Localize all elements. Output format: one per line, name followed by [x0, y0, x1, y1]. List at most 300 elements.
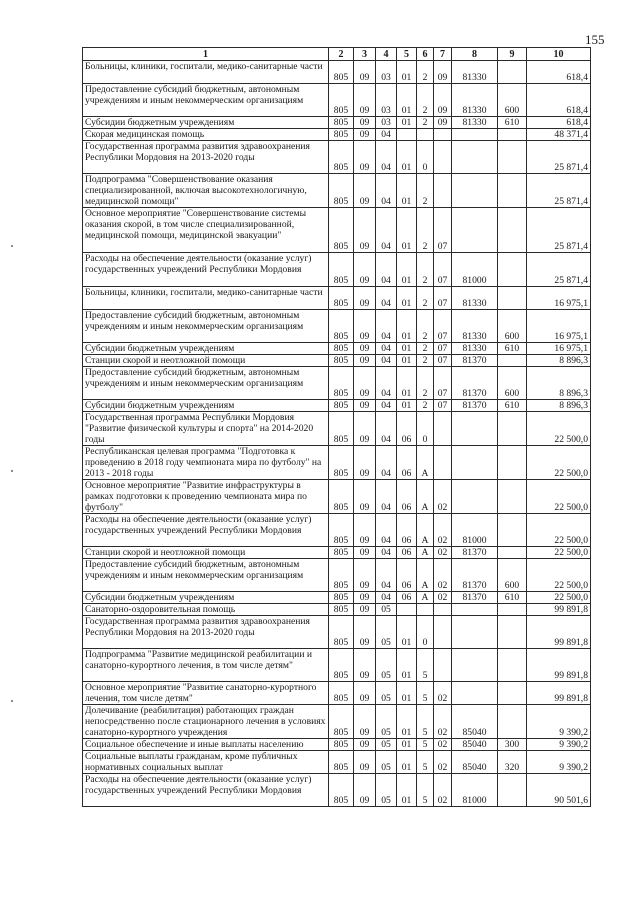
row-name-cell: Социальное обеспечение и иные выплаты населению [83, 739, 329, 751]
code-cell: 85040 [452, 739, 498, 751]
amount-cell: 48 371,4 [527, 129, 591, 141]
code-cell: 81370 [452, 355, 498, 367]
code-cell: 805 [329, 287, 354, 310]
code-cell [434, 616, 452, 649]
code-cell: 2 [417, 174, 434, 208]
code-cell: 805 [329, 253, 354, 287]
amount-cell: 16 975,1 [527, 343, 591, 355]
code-cell: 2 [417, 117, 434, 129]
code-cell: 81000 [452, 774, 498, 807]
code-cell: 02 [434, 480, 452, 514]
code-cell: 85040 [452, 751, 498, 774]
code-cell: 09 [354, 604, 376, 616]
code-cell: 04 [376, 480, 397, 514]
code-cell [498, 174, 527, 208]
code-cell: 81330 [452, 84, 498, 117]
code-cell: 01 [397, 174, 417, 208]
code-cell [498, 61, 527, 84]
code-cell [498, 208, 527, 253]
row-name-cell: Республиканская целевая программа "Подготовка к проведению в 2018 году чемпионата мира по футболу" на 2013 - 2018 годы [83, 446, 329, 480]
code-cell: 2 [417, 343, 434, 355]
code-cell: 02 [434, 682, 452, 705]
code-cell: 805 [329, 355, 354, 367]
table-row [83, 682, 591, 705]
code-cell: 81000 [452, 514, 498, 547]
code-cell: 0 [417, 141, 434, 174]
code-cell [452, 208, 498, 253]
code-cell: 805 [329, 682, 354, 705]
code-cell: 07 [434, 355, 452, 367]
amount-cell: 99 891,8 [527, 682, 591, 705]
amount-cell: 99 891,8 [527, 649, 591, 682]
code-cell: 03 [376, 84, 397, 117]
code-cell: 09 [354, 117, 376, 129]
code-cell: 805 [329, 649, 354, 682]
table-row [83, 61, 591, 84]
code-cell: 04 [376, 400, 397, 412]
code-cell: 09 [354, 208, 376, 253]
code-cell: 09 [354, 253, 376, 287]
code-cell: 04 [376, 208, 397, 253]
code-cell [452, 141, 498, 174]
code-cell: 09 [354, 174, 376, 208]
code-cell: А [417, 514, 434, 547]
code-cell: 805 [329, 739, 354, 751]
code-cell: 05 [376, 751, 397, 774]
code-cell: 81370 [452, 367, 498, 400]
code-cell: 81330 [452, 117, 498, 129]
code-cell: 805 [329, 117, 354, 129]
binding-dot [11, 700, 13, 702]
row-name-cell: Государственная программа Республики Мордовия "Развитие физической культуры и спорта" на 2014-2020 годы [83, 412, 329, 446]
amount-cell: 25 871,4 [527, 253, 591, 287]
code-cell: 01 [397, 682, 417, 705]
code-cell [434, 129, 452, 141]
code-cell: 05 [376, 604, 397, 616]
code-cell: 805 [329, 174, 354, 208]
code-cell: 04 [376, 355, 397, 367]
code-cell [452, 649, 498, 682]
table-row [83, 751, 591, 774]
code-cell: 04 [376, 129, 397, 141]
table-row [83, 129, 591, 141]
row-name-cell: Долечивание (реабилитация) работающих граждан непосредственно после стационарного лечения в условиях санаторно-курортного учреждения [83, 705, 329, 739]
code-cell: 09 [354, 649, 376, 682]
code-cell: 09 [354, 343, 376, 355]
code-cell: А [417, 480, 434, 514]
amount-cell: 618,4 [527, 61, 591, 84]
code-cell: 01 [397, 84, 417, 117]
row-name-cell: Предоставление субсидий бюджетным, автономным учреждениям и иным некоммерческим организациям [83, 310, 329, 343]
code-cell: 5 [417, 649, 434, 682]
code-cell: 09 [354, 129, 376, 141]
row-name-cell: Подпрограмма "Совершенствование оказания специализированной, включая высокотехнологичную, медицинской помощи" [83, 174, 329, 208]
code-cell: 01 [397, 400, 417, 412]
code-cell [452, 174, 498, 208]
code-cell: 01 [397, 705, 417, 739]
code-cell: 2 [417, 61, 434, 84]
code-cell: 5 [417, 739, 434, 751]
code-cell [498, 774, 527, 807]
code-cell: А [417, 592, 434, 604]
table-row [83, 287, 591, 310]
code-cell: 805 [329, 446, 354, 480]
code-cell: 09 [354, 355, 376, 367]
column-header: 10 [527, 48, 591, 61]
code-cell [498, 412, 527, 446]
code-cell [452, 616, 498, 649]
code-cell: 09 [434, 61, 452, 84]
column-header: 8 [452, 48, 498, 61]
code-cell: 600 [498, 310, 527, 343]
column-header: 4 [376, 48, 397, 61]
code-cell [498, 682, 527, 705]
row-name-cell: Государственная программа развития здравоохранения Республики Мордовия на 2013-2020 годы [83, 616, 329, 649]
code-cell: 0 [417, 616, 434, 649]
amount-cell: 90 501,6 [527, 774, 591, 807]
code-cell: А [417, 547, 434, 559]
code-cell: 06 [397, 547, 417, 559]
code-cell: 09 [354, 592, 376, 604]
code-cell: 805 [329, 616, 354, 649]
code-cell: 05 [376, 649, 397, 682]
code-cell: 02 [434, 592, 452, 604]
code-cell: 05 [376, 616, 397, 649]
table-row [83, 739, 591, 751]
row-name-cell: Предоставление субсидий бюджетным, автономным учреждениям и иным некоммерческим организациям [83, 559, 329, 592]
table-row [83, 412, 591, 446]
code-cell [417, 129, 434, 141]
code-cell: 805 [329, 559, 354, 592]
code-cell: 2 [417, 367, 434, 400]
code-cell: 09 [354, 774, 376, 807]
amount-cell: 9 390,2 [527, 705, 591, 739]
table-row [83, 559, 591, 592]
code-cell: 09 [434, 117, 452, 129]
code-cell: 01 [397, 253, 417, 287]
code-cell [452, 682, 498, 705]
table-row [83, 649, 591, 682]
code-cell: 81370 [452, 559, 498, 592]
code-cell: 81330 [452, 343, 498, 355]
code-cell: 610 [498, 592, 527, 604]
code-cell: 805 [329, 84, 354, 117]
row-name-cell: Субсидии бюджетным учреждениям [83, 343, 329, 355]
code-cell [498, 547, 527, 559]
code-cell: 805 [329, 604, 354, 616]
row-name-cell: Станции скорой и неотложной помощи [83, 355, 329, 367]
code-cell [434, 174, 452, 208]
amount-cell: 22 500,0 [527, 547, 591, 559]
code-cell [434, 649, 452, 682]
code-cell: 81330 [452, 287, 498, 310]
code-cell [434, 412, 452, 446]
code-cell: 09 [354, 412, 376, 446]
column-header: 7 [434, 48, 452, 61]
code-cell: 01 [397, 141, 417, 174]
code-cell: 04 [376, 174, 397, 208]
code-cell [498, 604, 527, 616]
table-row [83, 774, 591, 807]
table-row [83, 446, 591, 480]
code-cell: 04 [376, 559, 397, 592]
code-cell: 03 [376, 61, 397, 84]
code-cell: 805 [329, 141, 354, 174]
code-cell: 09 [354, 367, 376, 400]
code-cell: 805 [329, 61, 354, 84]
code-cell: 2 [417, 355, 434, 367]
code-cell: 01 [397, 774, 417, 807]
code-cell: 09 [354, 547, 376, 559]
table-row [83, 514, 591, 547]
row-name-cell: Субсидии бюджетным учреждениям [83, 400, 329, 412]
code-cell: 01 [397, 343, 417, 355]
code-cell: 805 [329, 751, 354, 774]
code-cell: 04 [376, 141, 397, 174]
code-cell: 04 [376, 367, 397, 400]
code-cell: 805 [329, 592, 354, 604]
amount-cell: 16 975,1 [527, 287, 591, 310]
code-cell: 805 [329, 208, 354, 253]
table-row [83, 547, 591, 559]
row-name-cell: Подпрограмма "Развитие медицинской реабилитации и санаторно-курортного лечения, в том числе детям" [83, 649, 329, 682]
code-cell: 07 [434, 367, 452, 400]
code-cell: 04 [376, 547, 397, 559]
code-cell: 09 [354, 559, 376, 592]
amount-cell: 99 891,8 [527, 604, 591, 616]
code-cell: 0 [417, 412, 434, 446]
amount-cell: 25 871,4 [527, 208, 591, 253]
amount-cell: 22 500,0 [527, 412, 591, 446]
code-cell: 06 [397, 480, 417, 514]
code-cell: 05 [376, 739, 397, 751]
code-cell: 09 [354, 141, 376, 174]
row-name-cell: Субсидии бюджетным учреждениям [83, 117, 329, 129]
code-cell: 06 [397, 592, 417, 604]
amount-cell: 22 500,0 [527, 559, 591, 592]
code-cell [498, 705, 527, 739]
code-cell [498, 355, 527, 367]
code-cell: 805 [329, 310, 354, 343]
code-cell: 2 [417, 400, 434, 412]
table-row [83, 208, 591, 253]
code-cell: 09 [354, 287, 376, 310]
row-name-cell: Станции скорой и неотложной помощи [83, 547, 329, 559]
code-cell [434, 604, 452, 616]
row-name-cell: Государственная программа развития здравоохранения Республики Мордовия на 2013-2020 годы [83, 141, 329, 174]
amount-cell: 9 390,2 [527, 739, 591, 751]
row-name-cell: Скорая медицинская помощь [83, 129, 329, 141]
amount-cell: 25 871,4 [527, 141, 591, 174]
amount-cell: 22 500,0 [527, 446, 591, 480]
table-row [83, 355, 591, 367]
table-row [83, 343, 591, 355]
code-cell [498, 141, 527, 174]
code-cell [434, 141, 452, 174]
code-cell: 805 [329, 343, 354, 355]
table-row [83, 616, 591, 649]
table-row [83, 604, 591, 616]
code-cell [498, 287, 527, 310]
amount-cell: 25 871,4 [527, 174, 591, 208]
code-cell: А [417, 446, 434, 480]
column-header: 9 [498, 48, 527, 61]
code-cell: 01 [397, 739, 417, 751]
code-cell: 09 [354, 514, 376, 547]
code-cell: 09 [354, 705, 376, 739]
code-cell [498, 649, 527, 682]
code-cell [498, 514, 527, 547]
code-cell: 805 [329, 367, 354, 400]
code-cell: 07 [434, 400, 452, 412]
column-header: 2 [329, 48, 354, 61]
code-cell: 09 [354, 616, 376, 649]
code-cell: 09 [354, 682, 376, 705]
code-cell: 07 [434, 253, 452, 287]
row-name-cell: Больницы, клиники, госпитали, медико-санитарные части [83, 61, 329, 84]
row-name-cell: Основное мероприятие "Совершенствование системы оказания скорой, в том числе специализированной, медицинской помощи, медицинской эвакуации" [83, 208, 329, 253]
row-name-cell: Субсидии бюджетным учреждениям [83, 592, 329, 604]
code-cell: 01 [397, 287, 417, 310]
amount-cell: 22 500,0 [527, 592, 591, 604]
code-cell: 2 [417, 208, 434, 253]
row-name-cell: Основное мероприятие "Развитие инфраструктуры в рамках подготовки к проведению чемпионата мира по футболу" [83, 480, 329, 514]
code-cell: 81330 [452, 310, 498, 343]
column-header: 3 [354, 48, 376, 61]
code-cell: 04 [376, 253, 397, 287]
table-row [83, 592, 591, 604]
table-row [83, 117, 591, 129]
code-cell [452, 412, 498, 446]
code-cell [417, 604, 434, 616]
row-name-cell: Предоставление субсидий бюджетным, автономным учреждениям и иным некоммерческим организациям [83, 367, 329, 400]
amount-cell: 8 896,3 [527, 400, 591, 412]
table-row [83, 253, 591, 287]
row-name-cell: Санаторно-оздоровительная помощь [83, 604, 329, 616]
column-header: 6 [417, 48, 434, 61]
code-cell: 01 [397, 355, 417, 367]
code-cell: 01 [397, 616, 417, 649]
amount-cell: 16 975,1 [527, 310, 591, 343]
code-cell: 81000 [452, 253, 498, 287]
code-cell: 09 [354, 480, 376, 514]
row-name-cell: Расходы на обеспечение деятельности (оказание услуг) государственных учреждений Республики Мордовия [83, 774, 329, 807]
code-cell: 01 [397, 649, 417, 682]
table-row [83, 367, 591, 400]
table-row [83, 141, 591, 174]
budget-table [82, 47, 591, 807]
code-cell [434, 446, 452, 480]
code-cell: 06 [397, 446, 417, 480]
code-cell: 07 [434, 310, 452, 343]
code-cell: 09 [354, 61, 376, 84]
code-cell: 610 [498, 400, 527, 412]
code-cell: 04 [376, 287, 397, 310]
table-row [83, 400, 591, 412]
code-cell: 2 [417, 310, 434, 343]
binding-dot [11, 245, 13, 247]
code-cell: 5 [417, 774, 434, 807]
code-cell: 85040 [452, 705, 498, 739]
code-cell [498, 616, 527, 649]
code-cell [452, 129, 498, 141]
code-cell: 04 [376, 412, 397, 446]
code-cell: 09 [354, 400, 376, 412]
row-name-cell: Больницы, клиники, госпитали, медико-санитарные части [83, 287, 329, 310]
code-cell: 01 [397, 751, 417, 774]
code-cell: 805 [329, 400, 354, 412]
amount-cell: 618,4 [527, 117, 591, 129]
table-row [83, 480, 591, 514]
code-cell: 06 [397, 559, 417, 592]
amount-cell: 618,4 [527, 84, 591, 117]
code-cell [498, 480, 527, 514]
code-cell: 01 [397, 208, 417, 253]
code-cell [397, 604, 417, 616]
code-cell: 04 [376, 343, 397, 355]
code-cell: 5 [417, 705, 434, 739]
code-cell: 2 [417, 84, 434, 117]
code-cell: 06 [397, 412, 417, 446]
row-name-cell: Основное мероприятие "Развитие санаторно-курортного лечения, том числе детям" [83, 682, 329, 705]
code-cell: 805 [329, 514, 354, 547]
code-cell [452, 480, 498, 514]
code-cell: 04 [376, 592, 397, 604]
column-header: 1 [83, 48, 329, 61]
amount-cell: 9 390,2 [527, 751, 591, 774]
code-cell: 09 [354, 310, 376, 343]
binding-dot [11, 470, 13, 472]
code-cell: 600 [498, 367, 527, 400]
amount-cell: 8 896,3 [527, 355, 591, 367]
code-cell: 05 [376, 705, 397, 739]
code-cell: 805 [329, 705, 354, 739]
code-cell: 05 [376, 682, 397, 705]
code-cell: 81370 [452, 592, 498, 604]
code-cell: 04 [376, 514, 397, 547]
row-name-cell: Расходы на обеспечение деятельности (оказание услуг) государственных учреждений Республики Мордовия [83, 253, 329, 287]
code-cell: 05 [376, 774, 397, 807]
column-header: 5 [397, 48, 417, 61]
code-cell [498, 446, 527, 480]
table-header-row [83, 48, 591, 61]
amount-cell: 8 896,3 [527, 367, 591, 400]
code-cell: 09 [354, 739, 376, 751]
code-cell: 03 [376, 117, 397, 129]
code-cell: 805 [329, 547, 354, 559]
code-cell [452, 446, 498, 480]
row-name-cell: Социальные выплаты гражданам, кроме публичных нормативных социальных выплат [83, 751, 329, 774]
row-name-cell: Предоставление субсидий бюджетным, автономным учреждениям и иным некоммерческим организациям [83, 84, 329, 117]
code-cell [452, 604, 498, 616]
code-cell: 81370 [452, 547, 498, 559]
code-cell [498, 253, 527, 287]
row-name-cell: Расходы на обеспечение деятельности (оказание услуг) государственных учреждений Республики Мордовия [83, 514, 329, 547]
code-cell: 81330 [452, 61, 498, 84]
code-cell [498, 129, 527, 141]
code-cell: 02 [434, 559, 452, 592]
code-cell: 610 [498, 117, 527, 129]
code-cell: 01 [397, 310, 417, 343]
code-cell: 07 [434, 343, 452, 355]
table-row [83, 310, 591, 343]
page-number: 155 [585, 32, 605, 47]
amount-cell: 22 500,0 [527, 480, 591, 514]
code-cell: 805 [329, 129, 354, 141]
code-cell: 320 [498, 751, 527, 774]
code-cell: 04 [376, 310, 397, 343]
code-cell: 600 [498, 559, 527, 592]
